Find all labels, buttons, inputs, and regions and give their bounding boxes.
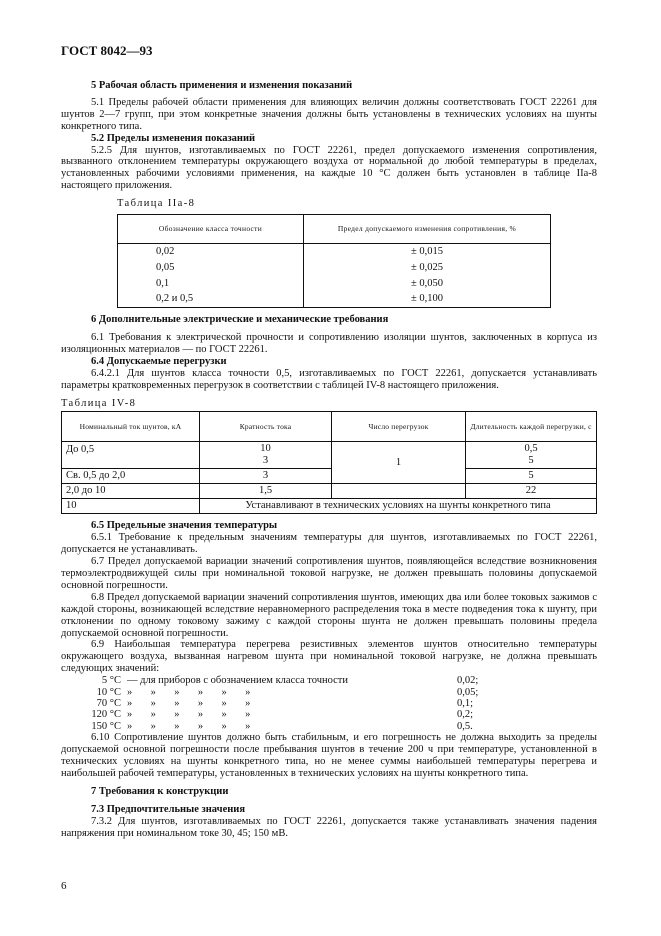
table-IV-8-caption: Таблица IV-8 bbox=[61, 397, 137, 409]
header-cell: Номинальный ток шунтов, кА bbox=[62, 412, 200, 442]
list-text: » » » » » » bbox=[127, 720, 251, 732]
table-cell: 2,0 до 10 bbox=[62, 484, 200, 499]
list-text: » » » » » » bbox=[127, 698, 251, 709]
section-6-4-heading: 6.4 Допускаемые перегрузки bbox=[91, 355, 227, 367]
class-value: 0,2; bbox=[457, 709, 474, 721]
table-cell bbox=[200, 442, 332, 469]
cell-line: 5 bbox=[528, 455, 534, 467]
table-cell: 1 bbox=[332, 442, 466, 484]
temperature-value: 10 °С bbox=[96, 686, 121, 698]
table-cell: 3 bbox=[200, 469, 332, 484]
table-cell: 0,2 и 0,5 bbox=[118, 292, 304, 308]
table-cell: ± 0,100 bbox=[304, 292, 551, 308]
section-6-5-heading: 6.5 Предельные значения температуры bbox=[91, 520, 278, 532]
list-item bbox=[61, 709, 597, 720]
temperature-value: 5 °С bbox=[101, 675, 121, 687]
class-value: 0,05; bbox=[457, 686, 479, 698]
table-cell: 0,05 bbox=[118, 260, 304, 276]
table-header-row bbox=[118, 215, 551, 244]
section-5 bbox=[61, 80, 597, 839]
list-item bbox=[61, 721, 597, 732]
table-row bbox=[118, 292, 551, 308]
list-text: » » » » » » bbox=[127, 709, 251, 721]
table-cell: 22 bbox=[466, 484, 597, 499]
table-row bbox=[62, 499, 597, 514]
cell-line: 3 bbox=[262, 455, 269, 467]
paragraph-6-9: 6.9 Наибольшая температура перегрева резистивных элементов шунтов относительно температуры окружающего воздуха, вызванная нагревом шунта при номинальной токовой нагрузке, не должна превышать следующих значений: bbox=[61, 639, 597, 675]
list-item bbox=[61, 687, 597, 698]
paragraph-5-2-5: 5.2.5 Для шунтов, изготавливаемых по ГОСТ 22261, предел допускаемого изменения сопротивления, вызванного отклонением температуры окружающего воздуха от нормальной до любой температуры в пределах, установленных рабочими условиями применения, на каждые 10 °С должен быть установлен в таблице IIa-8 настоящего приложения. bbox=[61, 144, 597, 192]
table-cell: Устанавливают в технических условиях на шунты конкретного типа bbox=[200, 499, 597, 514]
section-5-2-heading: 5.2 Пределы изменения показаний bbox=[91, 132, 256, 144]
class-value: 0,02; bbox=[457, 675, 479, 687]
class-value: 0,1; bbox=[457, 698, 474, 709]
section-6-heading: 6 Дополнительные электрические и механические требования bbox=[91, 314, 389, 326]
temperature-value: 70 °С bbox=[96, 698, 121, 709]
table-row bbox=[62, 469, 597, 484]
cell-line: 0,5 bbox=[524, 443, 538, 455]
document-header: ГОСТ 8042—93 bbox=[61, 43, 153, 58]
list-item bbox=[61, 675, 597, 686]
table-row bbox=[62, 442, 597, 469]
temperature-list bbox=[61, 675, 597, 732]
paragraph-6-10: 6.10 Сопротивление шунтов должно быть стабильным, и его погрешность не должна выходить за пределы допускаемой основной погрешности после пребывания шунтов в течение 200 ч при температуре, установленной в технических условиях на шунты конкретного типа, но не менее суммы наибольшей температуры перегрева и наибольшей рабочей температуры, установленных в технических условиях на шунты конкретного типа. bbox=[61, 732, 597, 779]
table-row bbox=[118, 276, 551, 292]
table-header-row bbox=[62, 412, 597, 442]
paragraph-6-8: 6.8 Предел допускаемой вариации значений сопротивления шунтов, имеющих два или более токовых зажимов с каждой стороны, возникающей вследствие неравномерного распределения тока в месте подведения тока к шунту, при отклонении по одному токовому зажиму с каждой стороны шунта не должен превышать половины предела допускаемой основной погрешности. bbox=[61, 591, 597, 639]
table-cell: 10 bbox=[62, 499, 200, 514]
section-7-heading: 7 Требования к конструкции bbox=[91, 785, 229, 797]
header-cell: Длительность каждой перегрузки, с bbox=[466, 412, 597, 442]
table-IIa-8-caption: Таблица IIa-8 bbox=[117, 198, 196, 210]
table-row bbox=[62, 484, 597, 499]
table-cell: ± 0,015 bbox=[304, 244, 551, 260]
list-text: » » » » » » bbox=[127, 686, 251, 698]
paragraph-6-5-1: 6.5.1 Требование к предельным значениям температуры для шунтов, изготавливаемых по ГОСТ 22261, допускается не устанавливать. bbox=[61, 532, 597, 556]
paragraph-6-1: 6.1 Требования к электрической прочности и сопротивлению изоляции шунтов, заключенных в корпуса из изоляционных материалов — по ГОСТ 22261. bbox=[61, 331, 597, 355]
header-cell: Кратность тока bbox=[200, 412, 332, 442]
table-IV-8 bbox=[61, 411, 597, 514]
paragraph-6-7: 6.7 Предел допускаемой вариации значений сопротивления шунтов, появляющейся вследствие возникновения термоэлектродвижущей силы при номинальной токовой нагрузке, не должен превышать половины допускаемой основной погрешности. bbox=[61, 556, 597, 591]
table-cell: Св. 0,5 до 2,0 bbox=[62, 469, 200, 484]
table-IIa-8 bbox=[117, 214, 551, 308]
table-cell: 0,02 bbox=[118, 244, 304, 260]
table-cell: 0,1 bbox=[118, 276, 304, 292]
paragraph-6-4-2-1: 6.4.2.1 Для шунтов класса точности 0,5, изготавливаемых по ГОСТ 22261, допускается устанавливать параметры кратковременных перегрузок в соответствии с таблицей IV-8 настоящего приложения. bbox=[61, 367, 597, 391]
table-cell bbox=[466, 442, 597, 469]
table-cell bbox=[332, 484, 466, 499]
header-cell: Предел допускаемого изменения сопротивления, % bbox=[304, 215, 551, 244]
table-row bbox=[118, 244, 551, 260]
temperature-value: 120 °С bbox=[91, 709, 121, 721]
temperature-value: 150 °С bbox=[91, 720, 121, 732]
section-7-3-heading: 7.3 Предпочтительные значения bbox=[91, 803, 246, 815]
table-row bbox=[118, 260, 551, 276]
table-cell: 5 bbox=[466, 469, 597, 484]
table-cell: ± 0,025 bbox=[304, 260, 551, 276]
section-5-heading: 5 Рабочая область применения и изменения показаний bbox=[91, 80, 353, 91]
paragraph-5-1: 5.1 Пределы рабочей области применения для влияющих величин должны соответствовать ГОСТ 22261 для шунтов 2—7 групп, при этом конкретные значения должны быть установлены в технических условиях на шунты конкретного типа. bbox=[61, 96, 597, 132]
class-value: 0,5. bbox=[457, 720, 473, 732]
header-cell: Число перегрузок bbox=[332, 412, 466, 442]
paragraph-7-3-2: 7.3.2 Для шунтов, изготавливаемых по ГОСТ 22261, допускается также устанавливать значения падения напряжения при номинальном токе 30, 45; 150 мВ. bbox=[61, 815, 597, 839]
list-item bbox=[61, 698, 597, 709]
page-number: 6 bbox=[61, 880, 67, 892]
cell-line: 10 bbox=[260, 443, 271, 455]
table-cell: До 0,5 bbox=[62, 442, 200, 469]
list-text: — для приборов с обозначением класса точности bbox=[127, 675, 349, 687]
table-cell: ± 0,050 bbox=[304, 276, 551, 292]
table-cell: 1,5 bbox=[200, 484, 332, 499]
header-cell: Обозначение класса точности bbox=[118, 215, 304, 244]
